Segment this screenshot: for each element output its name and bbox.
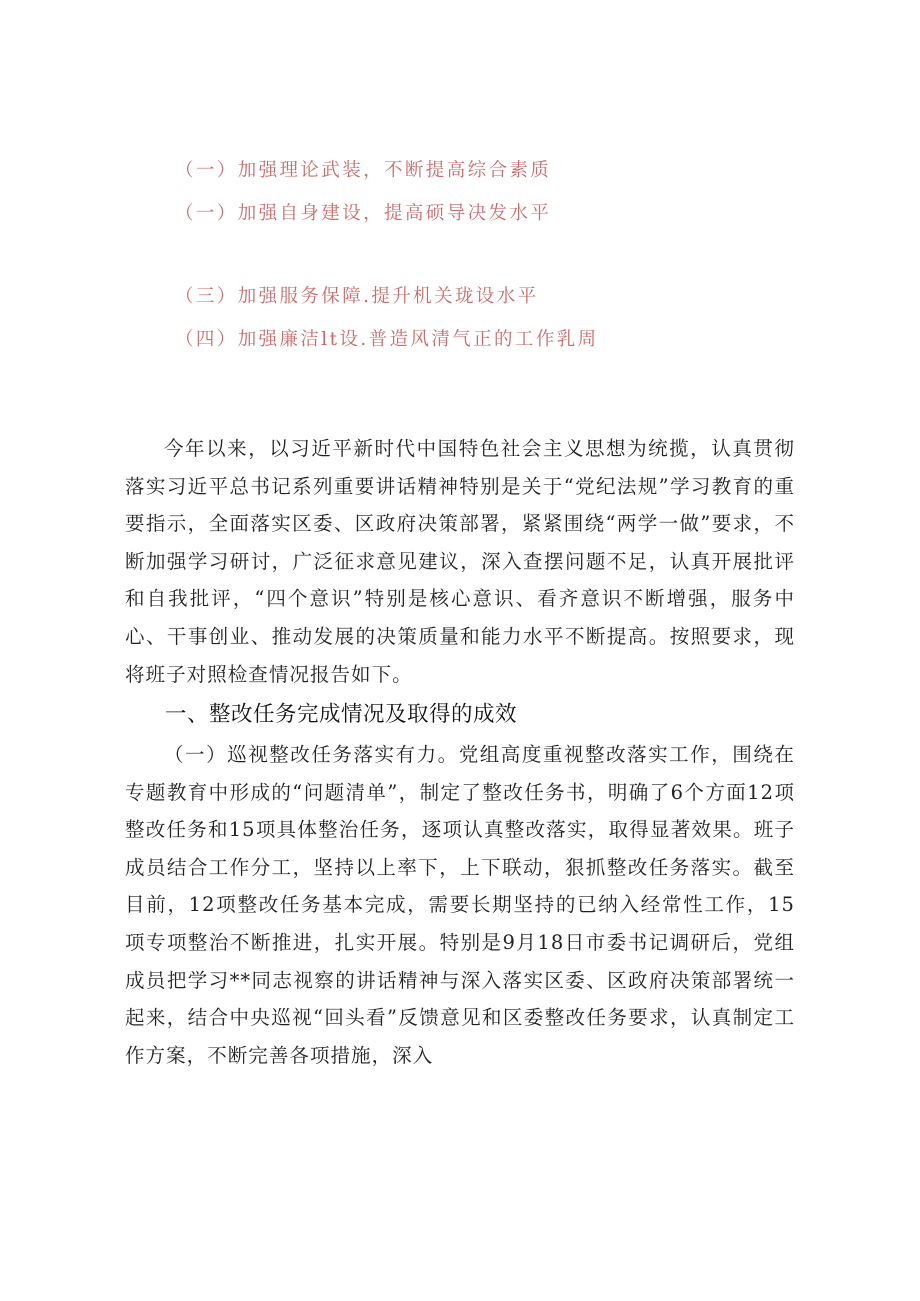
outline-item-3: （三）加强服务保障.提升机关珑设水平 bbox=[175, 286, 539, 307]
outline-item-1: （一）加强理论武装，不断提高综合素质 bbox=[175, 160, 552, 181]
intro-paragraph: 今年以来，以习近平新时代中国特色社会主义思想为统揽，认真贯彻落实习近平总书记系列重要讲话精神特别是关于“党纪法规”学习教育的重要指示，全面落实区委、区政府决策部署，紧紧围绕“两学一做”要求，不断加强学习研讨，广泛征求意见建议，深入查摆问题不足，认真开展批评和自我批评，“四个意识”特别是核心意识、看齐意识不断增强，服务中心、干事创业、推动发展的决策质量和能力水平不断提高。按照要求，现将班子对照检查情况报告如下。 bbox=[125, 437, 795, 686]
section-heading: 一、整改任务完成情况及取得的成效 bbox=[165, 702, 518, 727]
outline-item-2: （一）加强自身建设，提高硕导决发水平 bbox=[175, 203, 552, 224]
outline-item-4: （四）加强廉洁lt设.普造风清气正的工作乳周 bbox=[175, 329, 599, 350]
section-paragraph: （一）巡视整改任务落实有力。党组高度重视整改落实工作，围绕在专题教育中形成的“问题清单”，制定了整改任务书，明确了6个方面12项整改任务和15项具体整治任务，逐项认真整改落实，取得显著效果。班子成员结合工作分工，坚持以上率下，上下联动，狠抓整改任务落实。截至目前，12项整改任务基本完成，需要长期坚持的已纳入经常性工作，15项专项整治不断推进，扎实开展。特别是9月18日市委书记调研后，党组成员把学习**同志视察的讲话精神与深入落实区委、区政府决策部署统一起来，结合中央巡视“回头看”反馈意见和区委整改任务要求，认真制定工作方案，不断完善各项措施，深入 bbox=[125, 743, 795, 1067]
